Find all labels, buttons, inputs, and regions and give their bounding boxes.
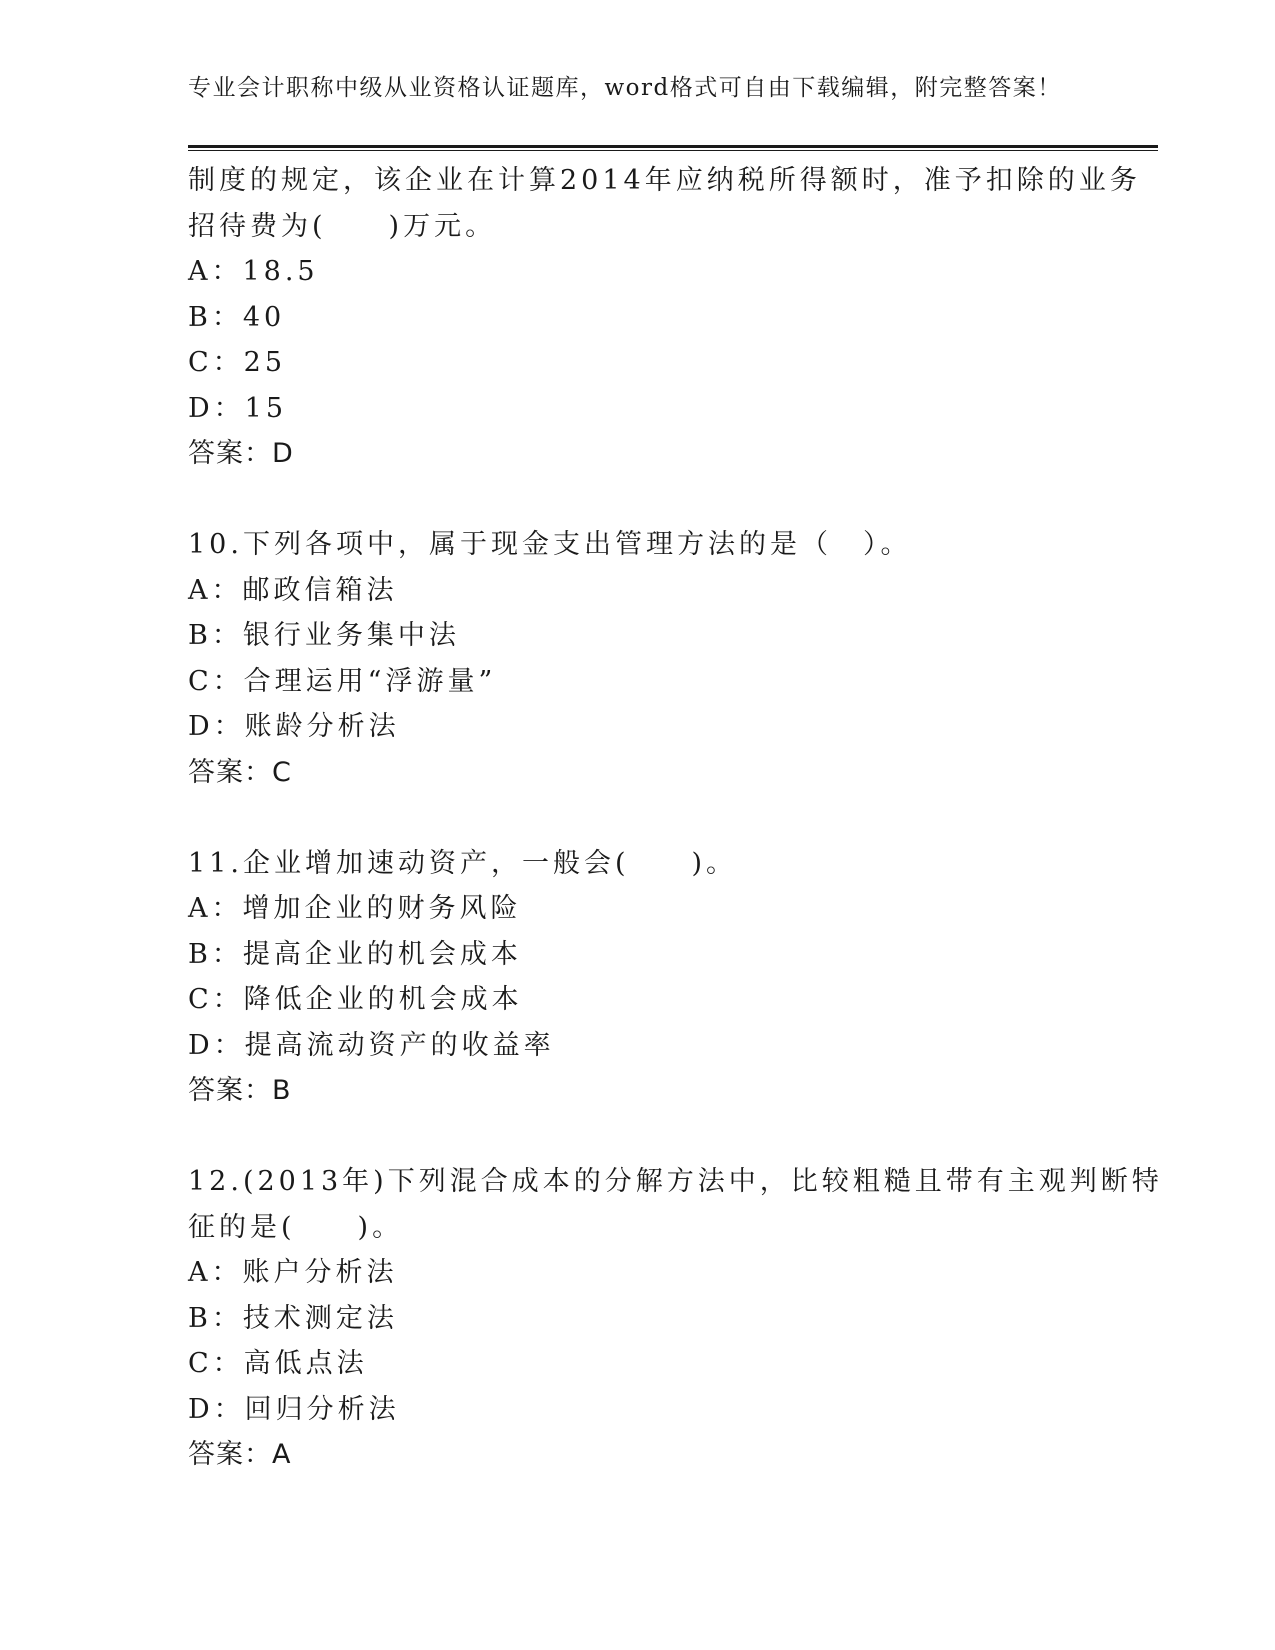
question-stem-line: 11.企业增加速动资产，一般会( )。 <box>188 847 738 879</box>
question-list <box>188 158 1163 1478</box>
option-d: D：账龄分析法 <box>188 711 400 742</box>
question-stem-line: 招待费为( )万元。 <box>188 210 497 242</box>
question-stem-line: 10.下列各项中，属于现金支出管理方法的是（ ）。 <box>188 529 912 560</box>
option-c: C：降低企业的机会成本 <box>188 984 523 1015</box>
spacer <box>188 1114 1138 1160</box>
page-header: 专业会计职称中级从业资格认证题库，word格式可自由下载编辑，附完整答案！ <box>188 75 1062 101</box>
question-11 <box>188 841 1138 1114</box>
option-d: D：提高流动资产的收益率 <box>188 1029 555 1061</box>
option-b: B：技术测定法 <box>188 1302 398 1334</box>
option-b: B：40 <box>188 301 286 333</box>
question-stem-line: 12.(2013年)下列混合成本的分解方法中，比较粗糙且带有主观判断特 <box>188 1166 1163 1197</box>
header-double-rule <box>188 145 1158 151</box>
option-a: A：账户分析法 <box>188 1257 398 1288</box>
option-c: C：合理运用“浮游量” <box>188 665 497 697</box>
option-c: C：高低点法 <box>188 1348 368 1379</box>
option-d: D：15 <box>188 392 288 424</box>
option-b: B：提高企业的机会成本 <box>188 938 522 970</box>
question-12 <box>188 1159 1163 1478</box>
answer-line: 答案：C <box>188 756 292 788</box>
question-9 <box>188 158 1141 477</box>
question-10 <box>188 522 1138 795</box>
answer-line: 答案：B <box>188 1075 292 1106</box>
option-d: D：回归分析法 <box>188 1393 400 1425</box>
option-c: C：25 <box>188 347 287 378</box>
option-a: A：18.5 <box>188 256 319 287</box>
option-a: A：增加企业的财务风险 <box>188 893 522 924</box>
answer-line: 答案：A <box>188 1439 292 1470</box>
question-stem-line: 制度的规定，该企业在计算2014年应纳税所得额时，准予扣除的业务 <box>188 165 1141 196</box>
option-a: A：邮政信箱法 <box>188 574 398 606</box>
option-b: B：银行业务集中法 <box>188 620 460 651</box>
spacer <box>188 477 1138 523</box>
spacer <box>188 795 1138 841</box>
answer-line: 答案：D <box>188 438 294 469</box>
question-stem-line: 征的是( )。 <box>188 1211 404 1243</box>
